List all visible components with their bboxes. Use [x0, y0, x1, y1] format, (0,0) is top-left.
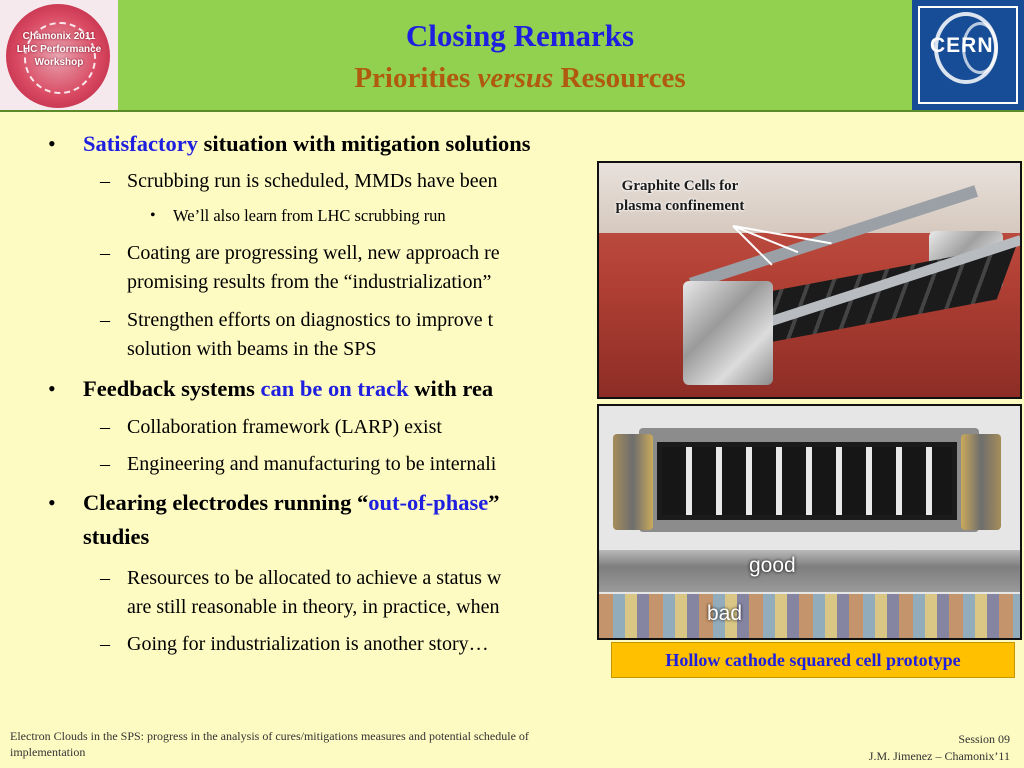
- sub-bullet-diagnostics-1: Strengthen efforts on diagnostics to improve t: [127, 309, 494, 331]
- bullet-text: situation with mitigation solutions: [197, 131, 531, 156]
- chamonix-line-3: Workshop: [34, 57, 84, 68]
- bullet-text: with rea: [408, 376, 494, 401]
- bullet-symbol: •: [48, 131, 56, 156]
- footer-talk-title: Electron Clouds in the SPS: progress in the analysis of cures/mitigations measures and potential schedule of implementation: [10, 729, 529, 759]
- footer-session: Session 09: [958, 732, 1010, 746]
- sub-bullet-industrialization: Going for industrialization is another story…: [127, 633, 489, 655]
- bullet-text: ”: [488, 490, 500, 515]
- cell-prototype-photo: [597, 404, 1022, 640]
- cern-logo: [912, 0, 1024, 110]
- dash-symbol: –: [100, 309, 110, 331]
- chamonix-line-1: Chamonix 2011: [22, 31, 96, 42]
- slide-subtitle: [130, 60, 910, 96]
- sub-bullet-resources-2: are still reasonable in theory, in practice, when: [127, 596, 500, 618]
- bad-label: bad: [707, 602, 743, 625]
- bullet-symbol-small: •: [150, 207, 156, 224]
- good-label: good: [749, 554, 796, 577]
- prototype-cells: [657, 442, 957, 520]
- chamonix-logo-text: [4, 30, 114, 69]
- dash-symbol: –: [100, 170, 110, 192]
- dash-symbol: –: [100, 567, 110, 589]
- subtitle-part1: Priorities: [354, 62, 478, 94]
- bullet-text-start: Feedback systems: [83, 376, 261, 401]
- sub-bullet-larp: Collaboration framework (LARP) exist: [127, 416, 442, 438]
- bullet-clearing-electrodes: [83, 489, 499, 517]
- bullet-text-start: Clearing electrodes running “: [83, 490, 369, 515]
- sub-bullet-resources-1: Resources to be allocated to achieve a status w: [127, 567, 502, 589]
- bullet-feedback: [83, 375, 493, 403]
- graphite-cells-photo: [597, 161, 1022, 399]
- bullet-satisfactory: [83, 130, 531, 158]
- bullet-symbol: •: [48, 376, 56, 401]
- subtitle-italic: versus: [477, 62, 554, 94]
- bullet-highlight: out-of-phase: [368, 490, 489, 515]
- bullet-highlight: Satisfactory: [83, 131, 198, 156]
- figure-caption: Hollow cathode squared cell prototype: [611, 642, 1015, 678]
- foil-block-left: [683, 281, 773, 385]
- bullet-highlight: can be on track: [260, 376, 409, 401]
- footer-session-info: [869, 731, 1010, 765]
- sub-bullet-diagnostics-2: solution with beams in the SPS: [127, 338, 377, 360]
- sub-bullet-engineering: Engineering and manufacturing to be internali: [127, 453, 497, 475]
- sub-bullet-coating-1: Coating are progressing well, new approach re: [127, 242, 500, 264]
- dash-symbol: –: [100, 453, 110, 475]
- dash-symbol: –: [100, 416, 110, 438]
- bullet-symbol: •: [48, 490, 56, 515]
- subtitle-part2: Resources: [553, 62, 686, 94]
- graphite-cells-label: Graphite Cells for plasma confinement: [615, 178, 745, 214]
- bad-coating-strip: [599, 594, 1020, 638]
- dash-symbol: –: [100, 633, 110, 655]
- header-divider: [0, 110, 1024, 112]
- prototype-end-left: [613, 434, 653, 530]
- slide-title: Closing Remarks: [405, 18, 635, 53]
- prototype-end-right: [961, 434, 1001, 530]
- dash-symbol: –: [100, 242, 110, 264]
- sub-sub-bullet-lhc: We’ll also learn from LHC scrubbing run: [173, 206, 446, 225]
- sub-bullet-coating-2: promising results from the “industrialization”: [127, 271, 492, 293]
- footer-author: J.M. Jimenez – Chamonix’11: [868, 749, 1010, 763]
- chamonix-line-2: LHC Performance: [16, 44, 102, 55]
- sub-bullet-scrubbing: Scrubbing run is scheduled, MMDs have been: [127, 170, 498, 192]
- cern-logo-text: CERN: [930, 34, 994, 57]
- good-coating-strip: [599, 550, 1020, 592]
- bullet-clearing-electrodes-line2: studies: [83, 524, 150, 549]
- chamonix-logo: [0, 0, 118, 110]
